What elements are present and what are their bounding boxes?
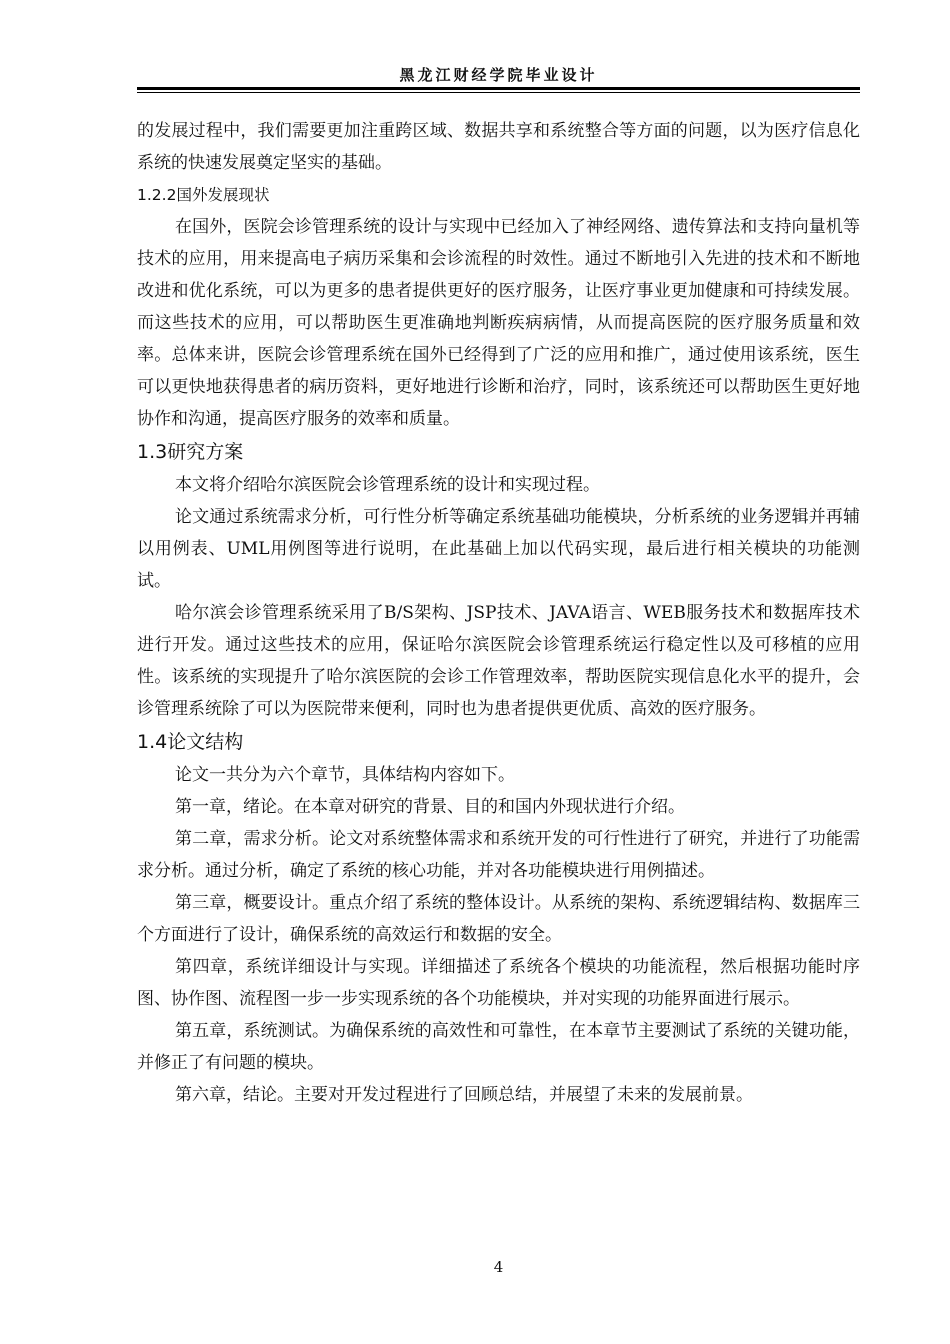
paragraph: 第二章，需求分析。论文对系统整体需求和系统开发的可行性进行了研究，并进行了功能需求分析。通过分析，确定了系统的核心功能，并对各功能模块进行用例描述。 bbox=[137, 829, 860, 881]
page-number: 4 bbox=[493, 1258, 504, 1276]
section-heading-1-2-2: 1.2.2国外发展现状 bbox=[137, 186, 270, 204]
section-heading-1-3: 1.3研究方案 bbox=[137, 441, 244, 463]
page-header-title: 黑龙江财经学院毕业设计 bbox=[399, 66, 598, 84]
paragraph: 本文将介绍哈尔滨医院会诊管理系统的设计和实现过程。 bbox=[175, 475, 600, 495]
paragraph: 第一章，绪论。在本章对研究的背景、目的和国内外现状进行介绍。 bbox=[175, 797, 685, 817]
section-heading-1-4: 1.4论文结构 bbox=[137, 731, 244, 753]
header-rule-thin bbox=[137, 92, 860, 93]
paragraph: 第六章，结论。主要对开发过程进行了回顾总结，并展望了未来的发展前景。 bbox=[175, 1085, 753, 1105]
paragraph: 论文通过系统需求分析，可行性分析等确定系统基础功能模块，分析系统的业务逻辑并再辅以用例表、UML用例图等进行说明，在此基础上加以代码实现，最后进行相关模块的功能测试。 bbox=[137, 507, 860, 591]
paragraph: 第四章，系统详细设计与实现。详细描述了系统各个模块的功能流程，然后根据功能时序图、协作图、流程图一步一步实现系统的各个功能模块，并对实现的功能界面进行展示。 bbox=[137, 957, 860, 1009]
header-rule-thick bbox=[137, 87, 860, 90]
paragraph: 第五章，系统测试。为确保系统的高效性和可靠性，在本章节主要测试了系统的关键功能，并修正了有问题的模块。 bbox=[137, 1021, 860, 1073]
paragraph: 哈尔滨会诊管理系统采用了B/S架构、JSP技术、JAVA语言、WEB服务技术和数据库技术进行开发。通过这些技术的应用，保证哈尔滨医院会诊管理系统运行稳定性以及可移植的应用性。该系统的实现提升了哈尔滨医院的会诊工作管理效率，帮助医院实现信息化水平的提升，会诊管理系统除了可以为医院带来便利，同时也为患者提供更优质、高效的医疗服务。 bbox=[137, 603, 860, 719]
paragraph: 在国外，医院会诊管理系统的设计与实现中已经加入了神经网络、遗传算法和支持向量机等技术的应用，用来提高电子病历采集和会诊流程的时效性。通过不断地引入先进的技术和不断地改进和优化系统，可以为更多的患者提供更好的医疗服务，让医疗事业更加健康和可持续发展。而这些技术的应用，可以帮助医生更准确地判断疾病病情，从而提高医院的医疗服务质量和效率。总体来讲，医院会诊管理系统在国外已经得到了广泛的应用和推广，通过使用该系统，医生可以更快地获得患者的病历资料，更好地进行诊断和治疗，同时，该系统还可以帮助医生更好地协作和沟通，提高医疗服务的效率和质量。 bbox=[137, 217, 860, 429]
paragraph: 第三章，概要设计。重点介绍了系统的整体设计。从系统的架构、系统逻辑结构、数据库三个方面进行了设计，确保系统的高效运行和数据的安全。 bbox=[137, 893, 860, 945]
paragraph: 论文一共分为六个章节，具体结构内容如下。 bbox=[175, 765, 515, 785]
document-body bbox=[137, 115, 860, 1111]
paragraph: 的发展过程中，我们需要更加注重跨区域、数据共享和系统整合等方面的问题，以为医疗信息化系统的快速发展奠定坚实的基础。 bbox=[137, 121, 860, 173]
